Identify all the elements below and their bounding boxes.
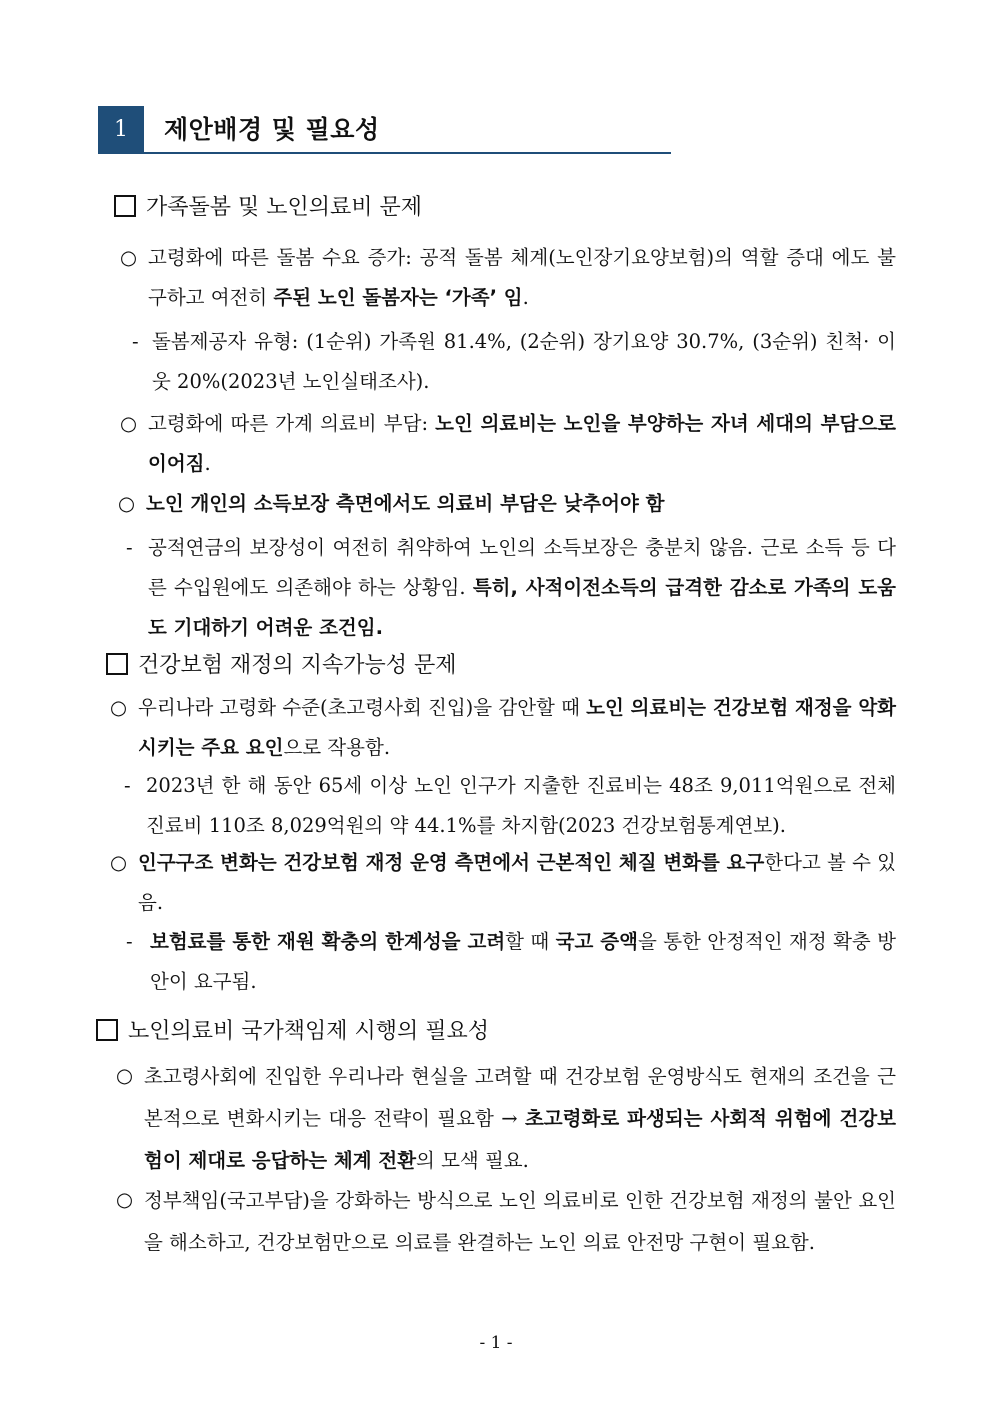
checkbox-square-icon [106,653,128,675]
paragraph: 인구구조 변화는 건강보험 재정 운영 측면에서 근본적인 체질 변화를 요구한다고 볼 수 있음. [138,851,896,914]
bullet-marker: ○ [110,851,128,874]
dash-marker: - [126,536,133,559]
page-number: - 1 - [479,1333,513,1353]
section-underline [144,152,671,154]
bullet-marker: ○ [110,696,128,719]
bullet-marker: ○ [120,246,138,269]
checkbox-square-icon [114,195,136,217]
paragraph: 초고령사회에 진입한 우리나라 현실을 고려할 때 건강보험 운영방식도 현재의 조건을 근본적으로 변화시키는 대응 전략이 필요함 → 초고령화로 파생되는 사회적 위험에 건강보험이 제대로 응답하는 체계 전환의 모색 필요. [144,1065,896,1172]
paragraph: 돌봄제공자 유형: (1순위) 가족원 81.4%, (2순위) 장기요양 30.7%, (3순위) 친척· 이웃 20%(2023년 노인실태조사). [152,330,896,393]
dash-marker: - [124,774,131,797]
paragraph: 정부책임(국고부담)을 강화하는 방식으로 노인 의료비로 인한 건강보험 재정의 불안 요인을 해소하고, 건강보험만으로 의료를 완결하는 노인 의료 안전망 구현이 필요함. [144,1189,896,1254]
paragraph: 우리나라 고령화 수준(초고령사회 진입)을 감안할 때 노인 의료비는 건강보험 재정을 악화시키는 주요 요인으로 작용함. [138,696,897,759]
subheading-insurance-finance: 건강보험 재정의 지속가능성 문제 [106,648,457,679]
dash-marker: - [132,330,139,353]
paragraph: 2023년 한 해 동안 65세 이상 노인 인구가 지출한 진료비는 48조 9,011억원으로 전체 진료비 110조 8,029억원의 약 44.1%를 차지함(2023 건강보험통계연보). [146,774,896,837]
section-title: 제안배경 및 필요성 [164,115,380,144]
bullet-marker: ○ [120,412,138,435]
bullet-marker: ○ [118,492,136,515]
paragraph: 고령화에 따른 가계 의료비 부담: 노인 의료비는 노인을 부양하는 자녀 세대의 부담으로 이어짐. [148,412,896,475]
bullet-marker: ○ [116,1188,134,1211]
paragraph: 노인 개인의 소득보장 측면에서도 의료비 부담은 낮추어야 함 [146,492,665,515]
paragraph: 보험료를 통한 재원 확충의 한계성을 고려할 때 국고 증액을 통한 안정적인 재정 확충 방안이 요구됨. [150,930,896,993]
bullet-marker: ○ [116,1064,134,1087]
paragraph: 고령화에 따른 돌봄 수요 증가: 공적 돌봄 체계(노인장기요양보험)의 역할 증대 에도 불구하고 여전히 주된 노인 돌봄자는 ‘가족’ 임. [148,246,896,309]
paragraph: 공적연금의 보장성이 여전히 취약하여 노인의 소득보장은 충분치 않음. 근로 소득 등 다른 수입원에도 의존해야 하는 상황임. 특히, 사적이전소득의 급격한 감소로 가족의 도움도 기대하기 어려운 조건임. [148,536,896,639]
section-number: 1 [98,106,144,154]
subheading-state-responsibility: 노인의료비 국가책임제 시행의 필요성 [96,1014,489,1045]
dash-marker: - [126,930,133,953]
subheading-family-care: 가족돌봄 및 노인의료비 문제 [114,190,422,221]
checkbox-square-icon [96,1019,118,1041]
section-header [98,106,671,154]
